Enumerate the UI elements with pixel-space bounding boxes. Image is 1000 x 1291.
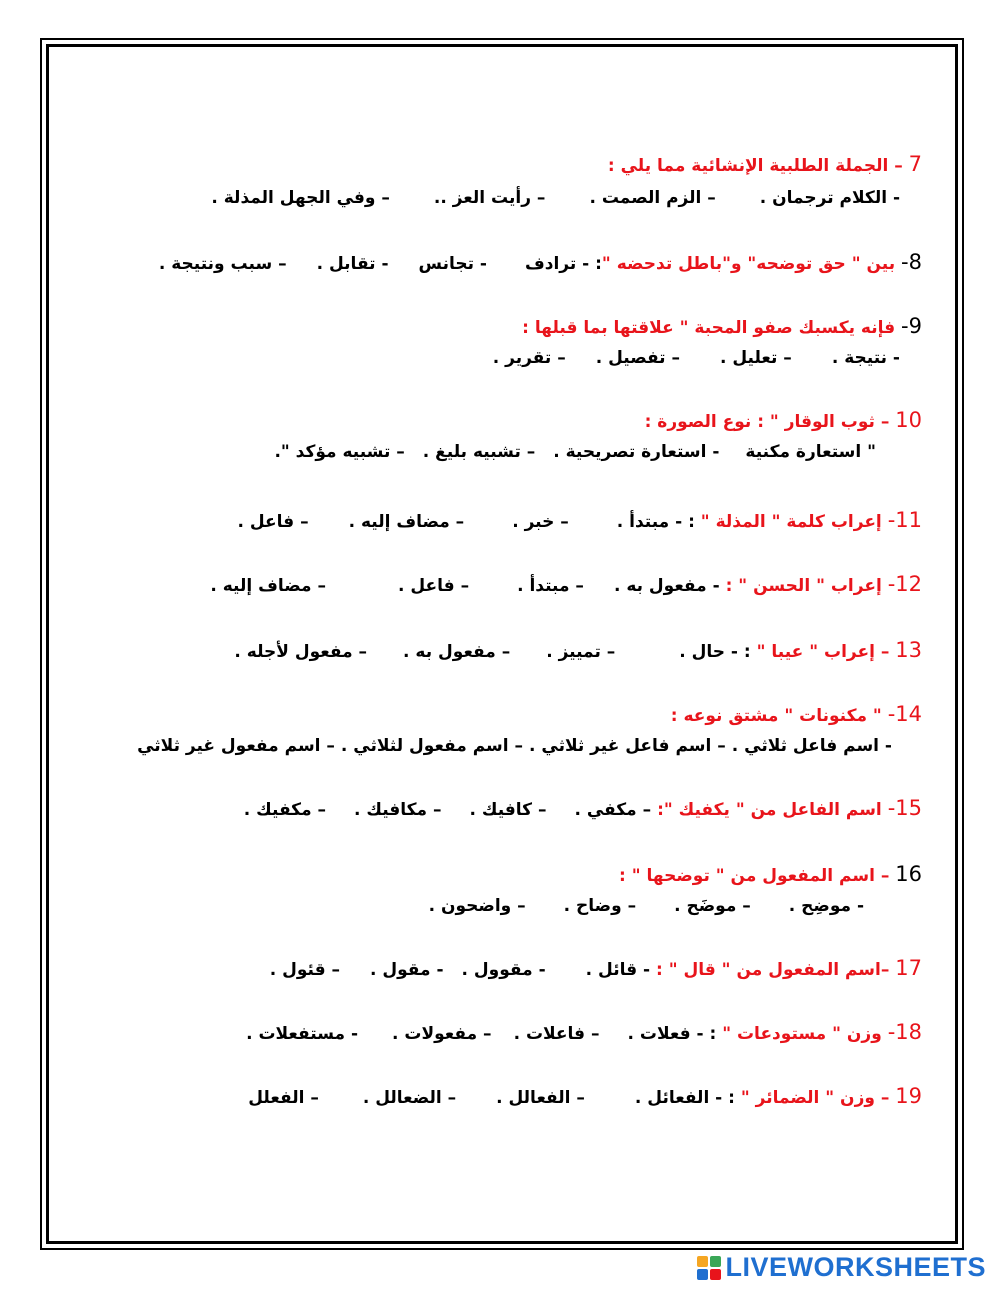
question-title: فإنه يكسبك صفو المحبة " علاقتها بما قبلها :	[522, 318, 896, 338]
question-colon: :	[589, 254, 602, 274]
option[interactable]: " استعارة مكنية	[745, 442, 876, 462]
question-title: بين " حق توضحه" و"باطل تدحضه "	[601, 254, 896, 274]
option[interactable]: – مفعول لأجله .	[234, 642, 368, 662]
question-title: – الجملة الطلبية الإنشائية مما يلي :	[607, 156, 903, 176]
question-7	[608, 152, 922, 178]
option[interactable]: – وفي الجهل المذلة .	[211, 188, 390, 208]
option[interactable]: – قئول .	[269, 960, 341, 980]
option[interactable]: – فاعل .	[237, 512, 309, 532]
question-18	[246, 1020, 922, 1046]
option[interactable]: – تعليل .	[719, 348, 792, 368]
question-13	[234, 638, 922, 664]
option[interactable]: – مضاف إليه .	[210, 576, 326, 596]
option[interactable]: - مفعول به .	[613, 576, 720, 596]
option[interactable]: – فاعلات .	[513, 1024, 600, 1044]
option[interactable]: – تفصيل .	[595, 348, 680, 368]
question-number: 7	[908, 152, 922, 176]
option[interactable]: – مكفي .	[574, 800, 652, 820]
option[interactable]: - مستفعلات .	[246, 1024, 358, 1044]
question-11	[237, 508, 922, 534]
question-title: – إعراب " عيبا "	[756, 642, 890, 662]
option[interactable]: – الزم الصمت .	[589, 188, 716, 208]
question-colon: :	[682, 512, 701, 532]
option[interactable]: – اسم مفعول غير ثلاثي	[137, 736, 335, 756]
question-7-options	[211, 186, 900, 210]
question-title: – وزن " الضمائر "	[740, 1088, 890, 1108]
option[interactable]: - استعارة تصريحية .	[553, 442, 720, 462]
question-colon: :	[738, 642, 757, 662]
question-16	[619, 862, 922, 888]
option[interactable]: – تقرير .	[492, 348, 566, 368]
option[interactable]: - فعلات .	[627, 1024, 704, 1044]
option[interactable]: - الكلام ترجمان .	[759, 188, 900, 208]
option[interactable]: – كافيك .	[469, 800, 547, 820]
question-10-options	[274, 440, 876, 464]
question-19	[248, 1084, 922, 1110]
option[interactable]: - مقول .	[370, 960, 444, 980]
question-title: – اسم المفعول من " توضحها " :	[619, 866, 890, 886]
option[interactable]: – تمييز .	[546, 642, 616, 662]
question-colon: :	[703, 1024, 723, 1044]
question-number: 17	[895, 956, 922, 980]
option[interactable]: - حال .	[679, 642, 738, 662]
question-number: 13	[895, 638, 922, 662]
question-12	[210, 572, 922, 598]
question-title: –اسم المفعول من " قال " :	[656, 960, 890, 980]
option[interactable]: - الفعائل .	[634, 1088, 723, 1108]
option[interactable]: - مقوول .	[461, 960, 546, 980]
option[interactable]: – مكافيك .	[354, 800, 442, 820]
option[interactable]: - اسم فاعل ثلاثي .	[731, 736, 892, 756]
option[interactable]: – الفعالل .	[496, 1088, 585, 1108]
question-number: 16	[895, 862, 922, 886]
option[interactable]: – موضَح .	[674, 896, 751, 916]
option[interactable]: - تقابل .	[316, 254, 389, 274]
brand-text: LIVEWORKSHEETS	[725, 1252, 986, 1282]
question-number: 19	[895, 1084, 922, 1108]
option[interactable]: - قائل .	[585, 960, 651, 980]
option[interactable]: – رأيت العز ..	[433, 188, 546, 208]
option[interactable]: – مفعول به .	[403, 642, 511, 662]
option[interactable]: – وضاح .	[563, 896, 637, 916]
question-title: إعراب كلمة " المذلة "	[700, 512, 882, 532]
option[interactable]: - ترادف	[524, 254, 590, 274]
question-title: – ثوب الوقار " : نوع الصورة :	[644, 412, 890, 432]
option[interactable]: – تشبيه بليغ .	[422, 442, 536, 462]
question-title: وزن " مستودعات "	[722, 1024, 882, 1044]
option[interactable]: - موضِح .	[788, 896, 864, 916]
option[interactable]: - تجانس	[418, 254, 487, 274]
question-number: 15-	[887, 796, 922, 820]
question-title: " مكنونات " مشتق نوعه :	[670, 706, 882, 726]
question-17	[270, 956, 922, 982]
option[interactable]: - نتيجة .	[831, 348, 900, 368]
question-number: 11-	[887, 508, 922, 532]
question-number: 10	[895, 408, 922, 432]
question-number: 8-	[901, 250, 922, 274]
option[interactable]: – فاعل .	[397, 576, 470, 596]
logo-blocks-icon	[697, 1256, 721, 1280]
question-14	[671, 702, 922, 728]
option[interactable]: – اسم مفعول لثلاثي .	[340, 736, 524, 756]
option[interactable]: – واضحون .	[428, 896, 526, 916]
question-15	[244, 796, 922, 822]
option[interactable]: - مبتدأ .	[616, 512, 683, 532]
option[interactable]: – مبتدأ .	[517, 576, 584, 596]
option[interactable]: – مفعولات .	[392, 1024, 492, 1044]
option[interactable]: – اسم فاعل غير ثلاثي .	[529, 736, 726, 756]
question-number: 9-	[901, 314, 922, 338]
question-14-options	[137, 734, 892, 758]
question-10	[645, 408, 922, 434]
option[interactable]: – الفعلل	[248, 1088, 319, 1108]
question-title: اسم الفاعل من " يكفيك ":	[657, 800, 882, 820]
liveworksheets-logo	[697, 1252, 986, 1283]
question-16-options	[429, 894, 864, 918]
question-9	[522, 314, 922, 340]
question-number: 14-	[887, 702, 922, 726]
option[interactable]: – مكفيك .	[243, 800, 327, 820]
question-number: 12-	[887, 572, 922, 596]
option[interactable]: – سبب ونتيجة .	[158, 254, 287, 274]
option[interactable]: – تشبيه مؤكد ".	[274, 442, 405, 462]
option[interactable]: – الضعالل .	[362, 1088, 457, 1108]
question-8	[159, 250, 922, 276]
question-number: 18-	[887, 1020, 922, 1044]
question-9-options	[493, 346, 900, 370]
question-title: إعراب " الحسن " :	[725, 576, 882, 596]
option[interactable]: – مضاف إليه .	[348, 512, 465, 532]
option[interactable]: – خبر .	[512, 512, 569, 532]
question-colon: :	[722, 1088, 741, 1108]
